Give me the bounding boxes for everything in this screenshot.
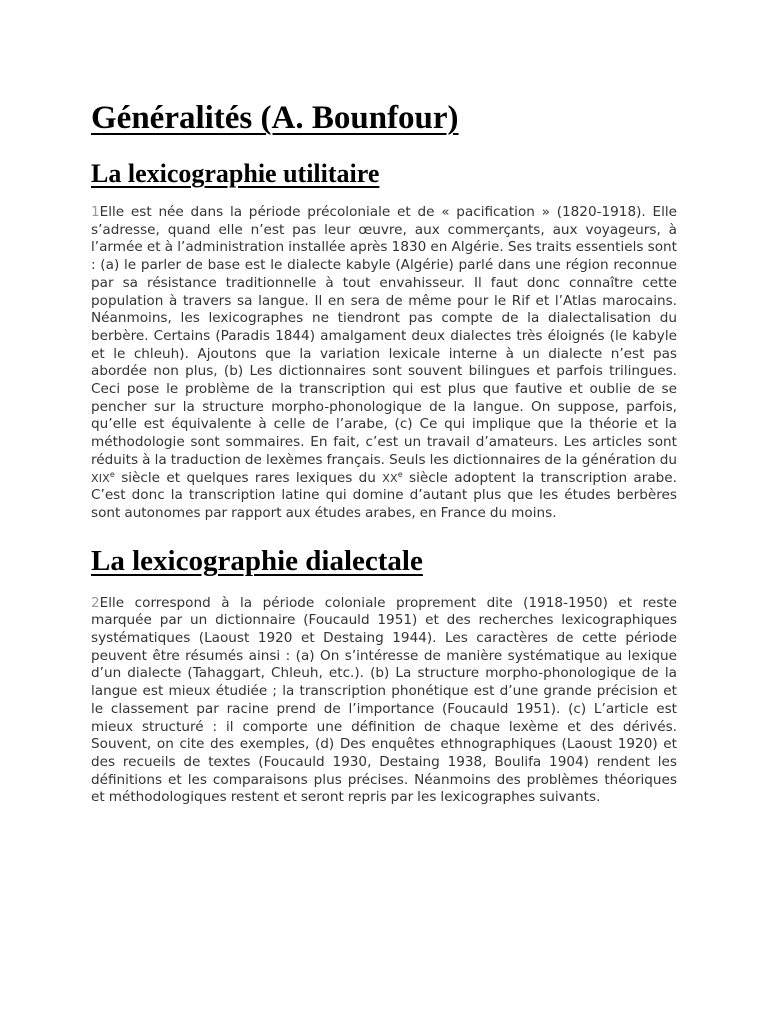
paragraph-text: Elle correspond à la période coloniale proprement dite (1918-1950) et reste marquée par un dictionnaire (Foucauld 1951) et des recherches lexicographiques systématiques (Laoust 1920 et Destaing 1944). Les caractères de cette période peuvent être résumés ainsi : (a) On s’intéresse de manière systématique au lexique d’un dialecte (Tahaggart, Chleuh, etc.). (b) La structure morpho-phonologique de la langue est mieux étudiée ; la transcription phonétique est d’une grande précision et le classement par racine prend de l’importance (Foucauld 1951). (c) L’article est mieux structuré : il comporte une définition de chaque lexème et des dérivés. Souvent, on cite des exemples, (d) Des enquêtes ethnographiques (Laoust 1920) et des recueils de textes (Foucauld 1930, Destaing 1938, Boulifa 1904) rendent les définitions et les comparaisons plus précises. Néanmoins des problèmes théoriques et méthodologiques restent et seront repris par les lexicographes suivants. — [91, 594, 677, 806]
section-heading-utilitaire: La lexicographie utilitaire — [91, 159, 380, 188]
century-superscript: e — [397, 469, 403, 479]
century-numeral: XX — [382, 471, 398, 485]
century-numeral: XIX — [91, 471, 110, 485]
paragraph-text: siècle adoptent la transcription arabe. C’est donc la transcription latine qui domine d’autant plus que les études berbères sont autonomes par rapport aux études arabes, en France du moins. — [91, 469, 677, 521]
page-title: Généralités (A. Bounfour) — [91, 100, 459, 136]
paragraph-number: 2 — [91, 594, 100, 611]
paragraph-2 — [91, 595, 677, 807]
paragraph-text: siècle et quelques rares lexiques du — [114, 469, 383, 486]
paragraph-text: Elle est née dans la période précoloniale et de « pacification » (1820-1918). Elle s’adresse, quand elle n’est pas leur œuvre, aux commerçants, aux voyageurs, à l’armée et à l’administration installée après 1830 en Algérie. Ses traits essentiels sont : (a) le parler de base est le dialecte kabyle (Algérie) parlé dans une région reconnue par sa résistance traditionnelle à tout envahisseur. Il faut donc connaître cette population à travers sa langue. Il en sera de même pour le Rif et l’Atlas marocains. Néanmoins, les lexicographes ne tiendront pas compte de la dialectalisation du berbère. Certains (Paradis 1844) amalgament deux dialectes très éloignés (le kabyle et le chleuh). Ajoutons que la variation lexicale interne à un dialecte n’est pas abordée non plus, (b) Les dictionnaires sont souvent bilingues et parfois trilingues. Ceci pose le problème de la transcription qui est plus que fautive et oublie de se pencher sur la structure morpho-phonologique de la langue. On suppose, parfois, qu’elle est équivalente à celle de l’arabe, (c) Ce qui implique que la théorie et la méthodologie sont sommaires. En fait, c’est un travail d’amateurs. Les articles sont réduits à la traduction de lexèmes français. Seuls les dictionnaires de la génération du — [91, 204, 677, 468]
document-content — [91, 98, 677, 807]
paragraph-1 — [91, 204, 677, 523]
paragraph-number: 1 — [91, 204, 100, 220]
section-heading-dialectale: La lexicographie dialectale — [91, 544, 423, 577]
century-superscript: e — [109, 469, 115, 479]
